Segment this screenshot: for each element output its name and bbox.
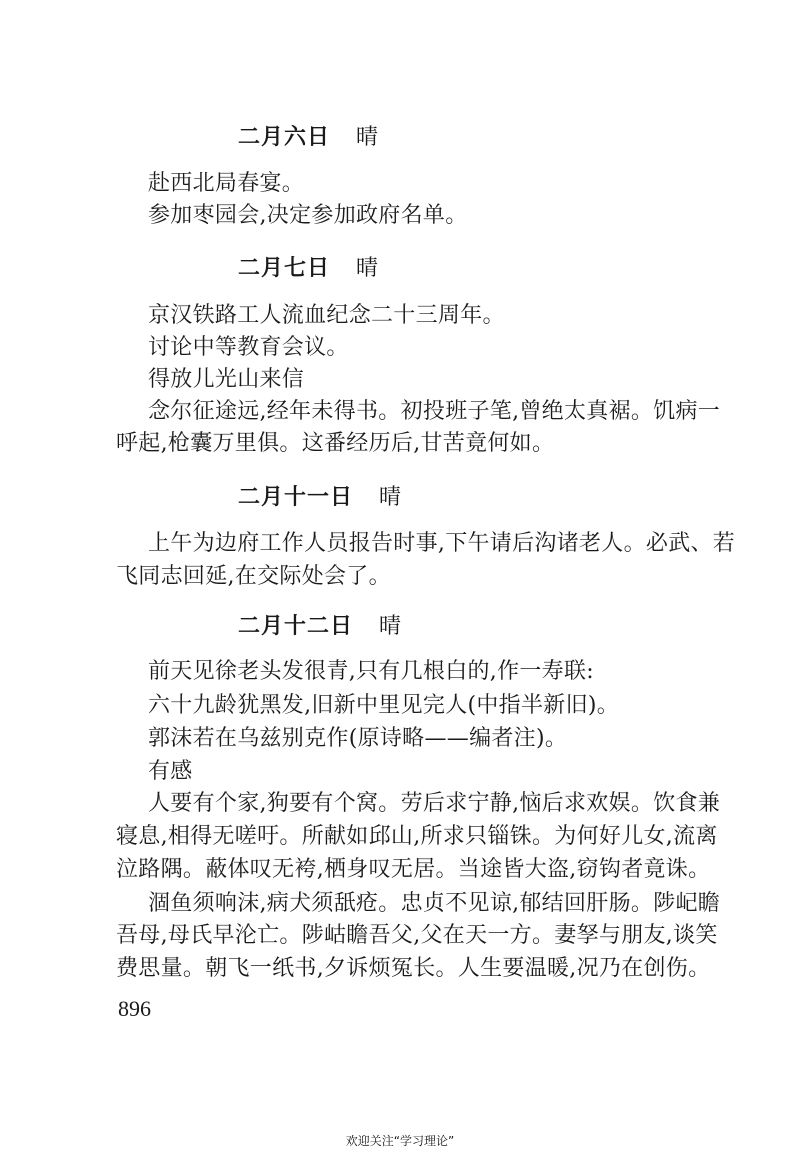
- poem-title: 有感: [148, 759, 193, 784]
- page-number: 896: [118, 996, 151, 1021]
- entry-line: 讨论中等教育会议。: [148, 335, 349, 360]
- entry-weather: 晴: [379, 614, 403, 639]
- entry-heading-feb-11: [238, 480, 402, 511]
- entry-line: 六十九龄犹黑发,旧新中里见完人(中指半新旧)。: [148, 693, 620, 718]
- entry-date: 二月十一日: [238, 484, 354, 510]
- entry-line: 得放儿光山来信: [148, 367, 305, 392]
- entry-date: 二月七日: [238, 255, 331, 281]
- entry-line: 泣路隅。蔽体叹无袴,栖身叹无居。当途皆大盗,窃钩者竟诛。: [116, 857, 711, 882]
- entry-heading-feb-7: [238, 251, 379, 282]
- entry-line: 涸鱼须响沫,病犬须舐疮。忠贞不见谅,郁结回肝肠。陟屺瞻: [148, 891, 721, 916]
- entry-line: 京汉铁路工人流血纪念二十三周年。: [148, 303, 505, 328]
- entry-line: 寝息,相得无嗟吁。所献如邱山,所求只锱铢。为何好儿女,流离: [116, 824, 718, 849]
- entry-weather: 晴: [379, 485, 403, 510]
- entry-line: 费思量。朝飞一纸书,夕诉烦冤长。人生要温暖,况乃在创伤。: [116, 956, 711, 981]
- entry-weather: 晴: [356, 125, 380, 150]
- entry-date: 二月六日: [238, 124, 331, 150]
- entry-line: 呼起,枪囊万里俱。这番经历后,甘苦竟何如。: [116, 431, 555, 456]
- entry-date: 二月十二日: [238, 613, 354, 639]
- entry-heading-feb-6: [238, 120, 379, 151]
- entry-line: 赴西北局春宴。: [148, 171, 305, 196]
- entry-line: 念尔征途远,经年未得书。初投班子笔,曾绝太真裾。饥病一: [148, 399, 721, 424]
- entry-line: 前天见徐老头发很青,只有几根白的,作一寿联:: [148, 659, 594, 684]
- entry-weather: 晴: [356, 256, 380, 281]
- entry-heading-feb-12: [238, 609, 402, 640]
- entry-line: 上午为边府工作人员报告时事,下午请后沟诸老人。必武、若: [148, 531, 736, 556]
- entry-line: 飞同志回延,在交际处会了。: [116, 564, 391, 589]
- entry-line: 吾母,母氏早沦亡。陟岵瞻吾父,父在天一方。妻孥与朋友,谈笑: [116, 923, 718, 948]
- footer-note: 欢迎关注“学习理论”: [345, 1134, 455, 1148]
- entry-line: 人要有个家,狗要有个窝。劳后求宁静,恼后求欢娱。饮食兼: [148, 791, 721, 816]
- entry-line: 郭沫若在乌兹别克作(原诗略——编者注)。: [148, 726, 568, 751]
- entry-line: 参加枣园会,决定参加政府名单。: [148, 203, 468, 228]
